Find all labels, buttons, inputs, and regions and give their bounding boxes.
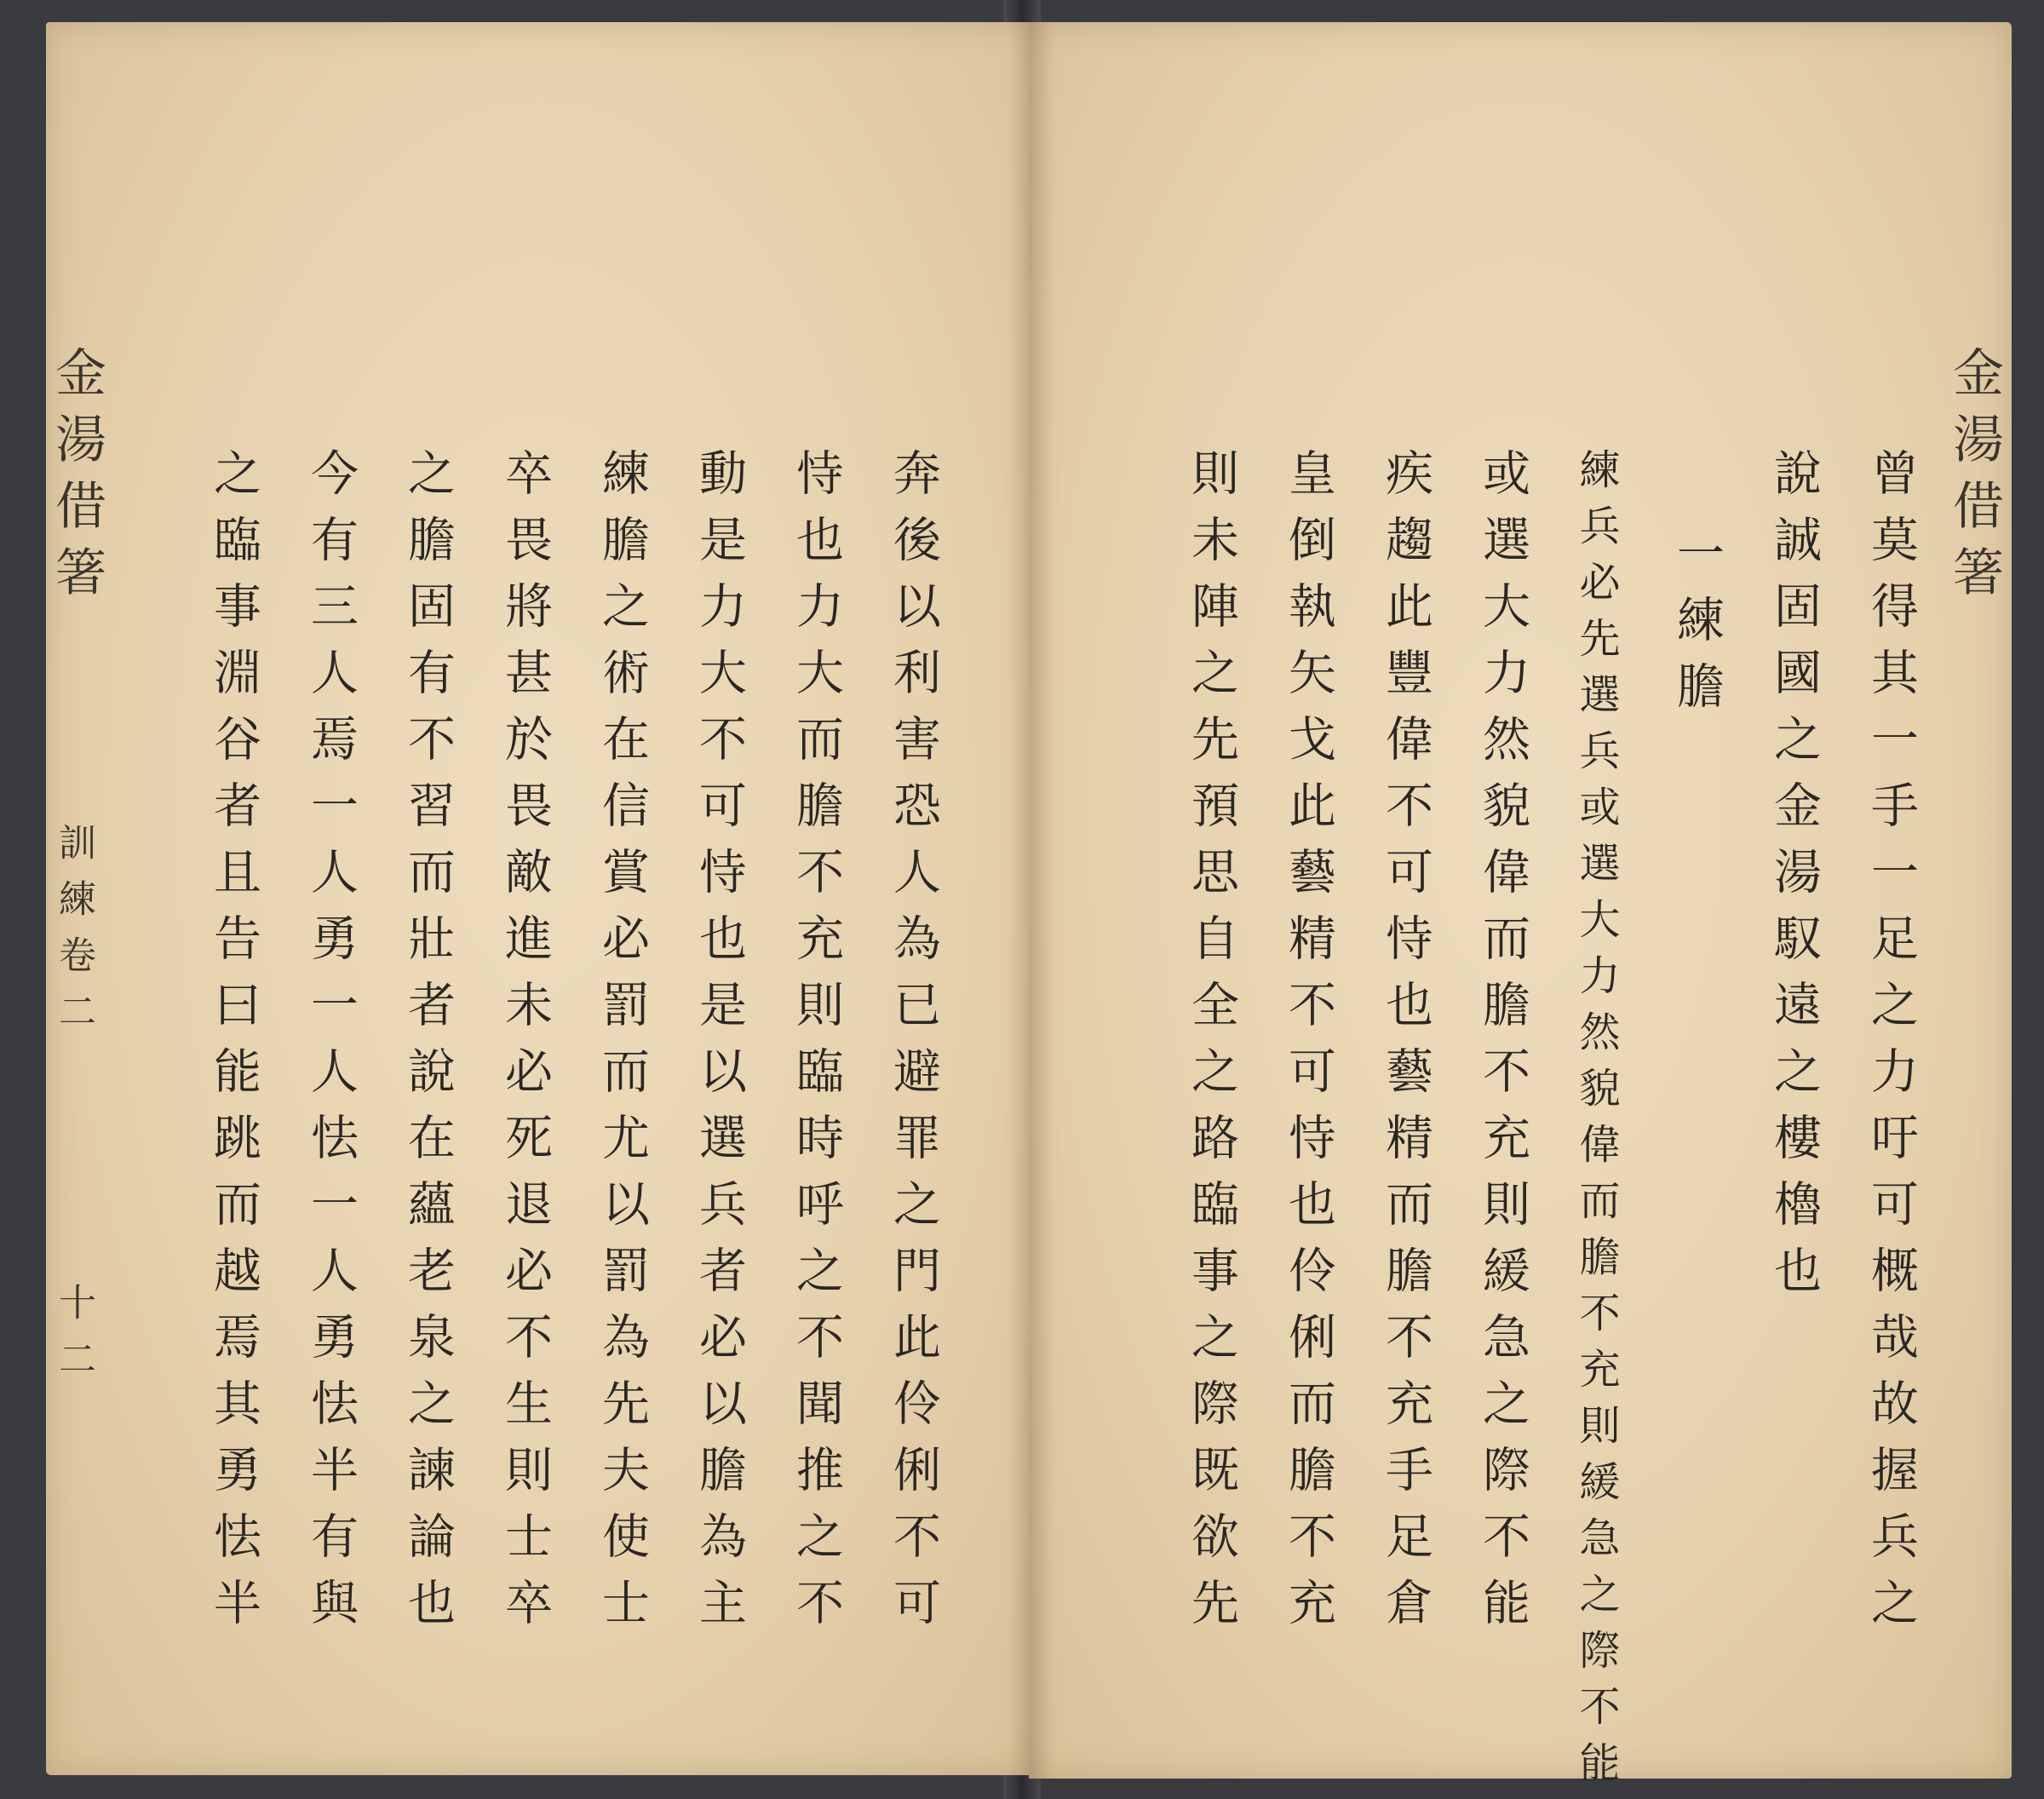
right-margin-title: 金湯借箸 <box>1944 346 2004 612</box>
right-text-column-5: 或選大力然貌偉而膽不充則緩急之際不能 <box>1475 448 1530 1644</box>
right-text-column-8: 則未陣之先預思自全之路臨事之際既欲先 <box>1184 448 1239 1644</box>
left-text-column-2: 恃也力大而膽不充則臨時呼之不聞推之不 <box>789 448 844 1644</box>
left-text-column-7: 今有三人焉一人勇一人怯一人勇怯半有與 <box>303 448 359 1644</box>
left-text-column-4: 練膽之術在信賞必罰而尤以罰為先夫使士 <box>594 448 650 1644</box>
left-text-column-5: 卒畏將甚於畏敵進未必死退必不生則士卒 <box>497 448 553 1644</box>
right-text-column-2: 說誠固國之金湯馭遠之樓櫓也 <box>1766 448 1822 1312</box>
left-text-column-8: 之臨事淵谷者且告曰能跳而越焉其勇怯半 <box>206 448 261 1644</box>
right-page <box>1029 22 2012 1797</box>
left-margin-section: 訓練卷二 <box>52 823 95 1048</box>
right-text-column-3-heading: 一練膽 <box>1669 528 1725 727</box>
right-text-column-4: 練兵必先選兵或選大力然貌偉而膽不充則緩急之際不能 <box>1572 448 1620 1797</box>
right-text-column-1: 曾莫得其一手一足之力吁可概哉故握兵之 <box>1863 448 1919 1644</box>
left-text-column-3: 動是力大不可恃也是以選兵者必以膽為主 <box>692 448 747 1644</box>
left-text-column-6: 之膽固有不習而壯者說在蘊老泉之諫論也 <box>400 448 456 1644</box>
left-margin-title: 金湯借箸 <box>47 346 106 612</box>
left-margin-page-number: 十二 <box>52 1283 95 1395</box>
right-text-column-7: 皇倒執矢戈此藝精不可恃也伶俐而膽不充 <box>1281 448 1336 1644</box>
right-text-column-6: 疾趨此豐偉不可恃也藝精而膽不充手足倉 <box>1378 448 1433 1644</box>
left-page <box>46 22 1034 1775</box>
left-text-column-1: 奔後以利害恐人為已避罪之門此伶俐不可 <box>886 448 941 1644</box>
